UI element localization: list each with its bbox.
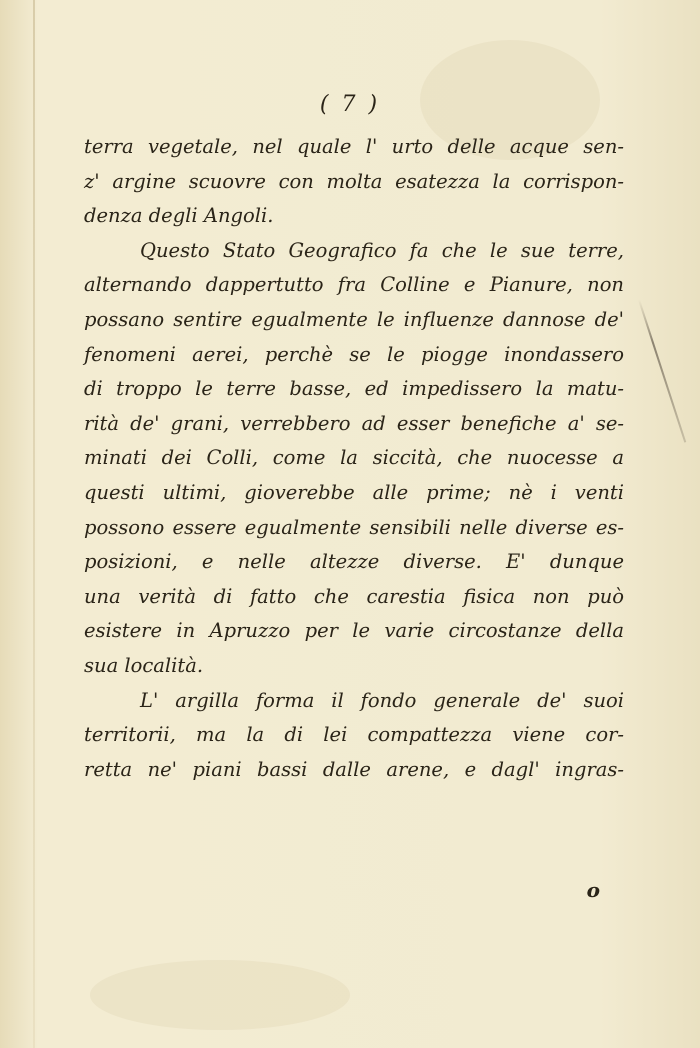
text-line: territorii, ma la di lei compattezza viene cor- — [84, 723, 624, 747]
text-line: z' argine scuovre con molta esatezza la corrispon- — [84, 169, 624, 193]
text-line: denza degli Angoli. — [84, 204, 274, 228]
catchword: o — [586, 878, 600, 902]
text-line: di troppo le terre basse, ed impedissero la matu- — [84, 377, 624, 401]
paper-stain — [90, 960, 350, 1030]
text-line: terra vegetale, nel quale l' urto delle acque sen- — [84, 135, 624, 158]
text-line: posizioni, e nelle altezze diverse. E' dunque — [84, 550, 624, 574]
text-line: una verità di fatto che carestia fisica non può — [84, 584, 624, 608]
text-line: sua località. — [84, 653, 204, 677]
text-line: esistere in Apruzzo per le varie circostanze della — [84, 619, 624, 643]
text-line: possono essere egualmente sensibili nelle diverse es- — [84, 515, 624, 539]
text-line: Questo Stato Geografico fa che le sue terre, — [140, 238, 624, 262]
page-number: ( 7 ) — [319, 92, 381, 117]
text-line: alternando dappertutto fra Colline e Pianure, non — [84, 273, 624, 297]
text-line: retta ne' piani bassi dalle arene, e dagl' ingras- — [84, 757, 624, 781]
margin-pencil-mark — [638, 299, 686, 442]
text-line: rità de' grani, verrebbero ad esser benefiche a' se- — [84, 411, 624, 435]
text-line: minati dei Colli, come la siccità, che nuocesse a — [84, 446, 624, 470]
text-line: fenomeni aerei, perchè se le piogge inondassero — [84, 342, 624, 366]
text-line: possano sentire egualmente le influenze dannose de' — [84, 307, 624, 331]
text-line: questi ultimi, gioverebbe alle prime; nè i venti — [84, 480, 624, 504]
text-line: L' argilla forma il fondo generale de' suoi — [140, 688, 624, 712]
body-text — [84, 130, 624, 787]
